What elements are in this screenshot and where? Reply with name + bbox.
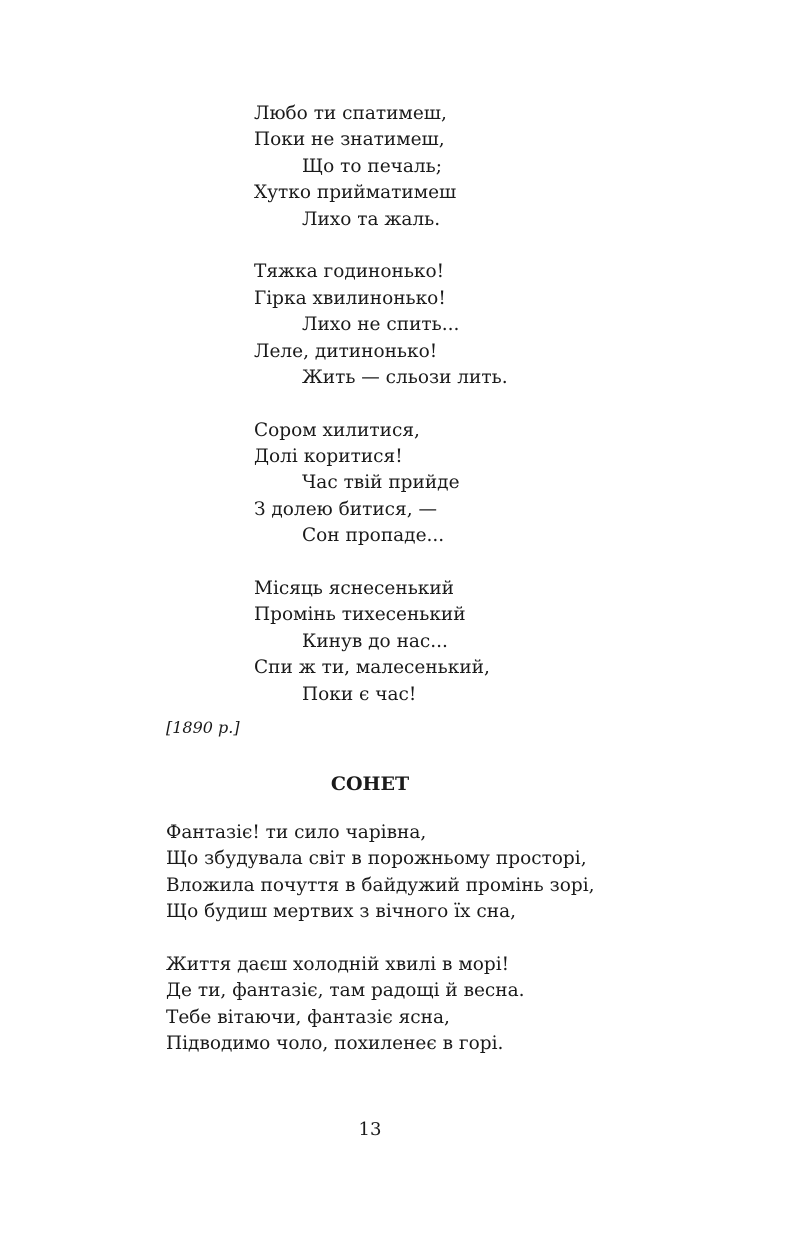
poem-line: Тебе вітаючи, фантазіє ясна, (166, 1006, 450, 1028)
poem-line: Леле, дитинонько! (254, 340, 438, 362)
poem-line: Що то печаль; (302, 155, 442, 177)
lullaby-poem (254, 101, 674, 734)
poem-stanza (254, 101, 674, 233)
poem-line: Де ти, фантазіє, там радощі й весна. (166, 980, 525, 1002)
poem-line: Що збудувала світ в порожньому просторі, (166, 848, 587, 870)
poem-stanza (166, 820, 686, 926)
poem-line: Підводимо чоло, похиленеє в горі. (166, 1033, 504, 1055)
poem-stanza (254, 259, 674, 391)
poem-line: Життя даєш холодній хвилі в морі! (166, 953, 510, 975)
poem-line: З долею битися, — (254, 498, 437, 520)
poem-line: Лихо не спить... (302, 314, 460, 336)
poem-stanza (166, 952, 686, 1058)
poem-line: Долі коритися! (254, 446, 403, 468)
poem-stanza (254, 418, 674, 550)
poem-date: [1890 р.] (166, 718, 240, 737)
poem-line: Сон пропаде... (302, 525, 445, 547)
poem-line: Хутко прийматимеш (254, 182, 457, 204)
poem-line: Тяжка годинонько! (254, 261, 445, 283)
poem-line: Сором хилитися, (254, 419, 420, 441)
poem-line: Кинув до нас... (302, 630, 448, 652)
poem-line: Промінь тихесенький (254, 604, 466, 626)
poem-line: Що будиш мертвих з вічного їх сна, (166, 901, 516, 923)
poem-stanza (254, 576, 674, 708)
poem-line: Любо ти спатимеш, (254, 103, 447, 124)
poem-line: Місяць яснесенький (254, 578, 454, 600)
poem-line: Лихо та жаль. (302, 208, 441, 230)
poem-line: Поки є час! (302, 683, 417, 705)
sonnet-poem (166, 820, 686, 1084)
poem-line: Жить — сльози лить. (302, 366, 508, 388)
poem-line: Поки не знатимеш, (254, 129, 445, 151)
sonnet-title: СОНЕТ (330, 773, 410, 795)
poem-line: Вложила почуття в байдужий промінь зорі, (166, 874, 595, 896)
poem-line: Гірка хвилинонько! (254, 287, 446, 309)
poem-line: Фантазіє! ти сило чарівна, (166, 822, 427, 843)
page-number: 13 (358, 1119, 382, 1140)
poem-line: Час твій прийде (302, 472, 460, 494)
poem-line: Спи ж ти, малесенький, (254, 657, 490, 679)
